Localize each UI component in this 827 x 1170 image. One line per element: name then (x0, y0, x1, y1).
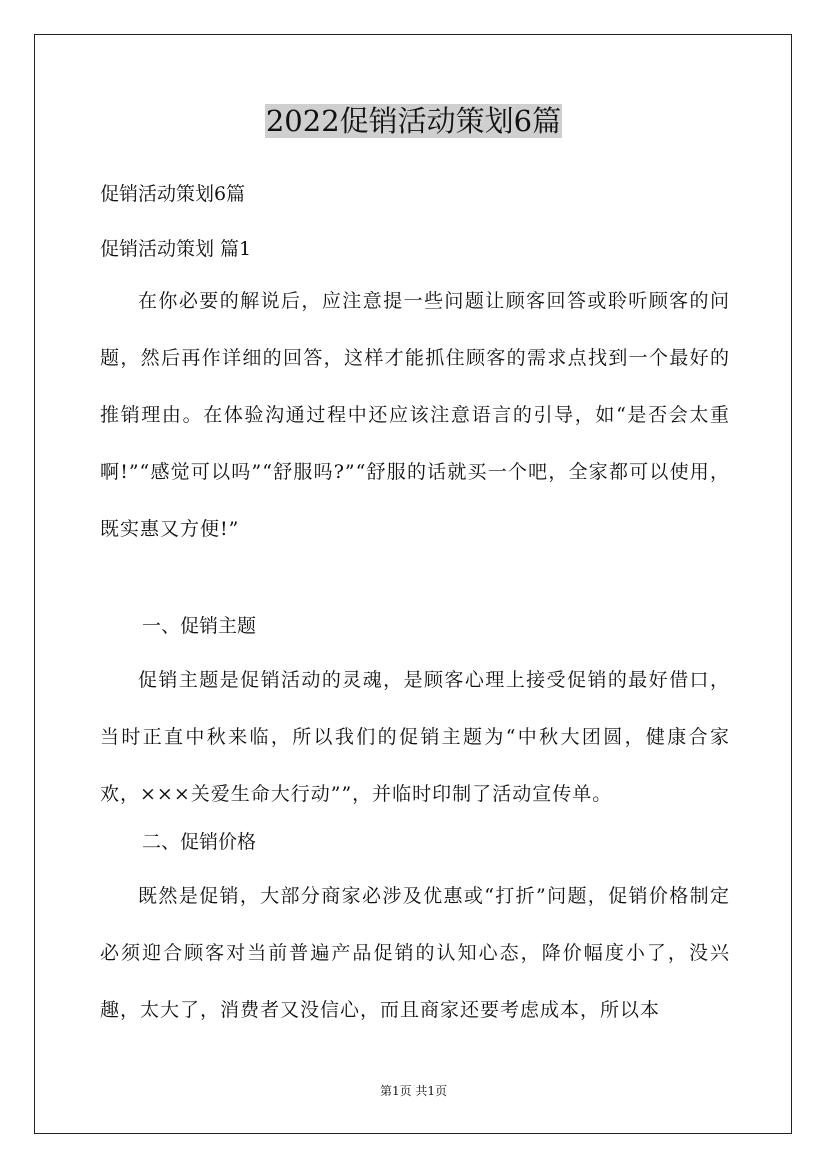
document-subtitle: 促销活动策划6篇 (100, 183, 246, 205)
heading-promotion-theme: 一、促销主题 (142, 615, 257, 637)
document-title (0, 101, 827, 141)
paragraph-3: 既然是促销，大部分商家必涉及优惠或“打折”问题，促销价格制定必须迎合顾客对当前普遍产品促销的认知心态，降价幅度小了，没兴趣，太大了，消费者又没信心，而且商家还要考虑成本，所以本 (100, 885, 730, 1021)
paragraph-1: 在你必要的解说后，应注意提一些问题让顾客回答或聆听顾客的问题，然后再作详细的回答，这样才能抓住顾客的需求点找到一个最好的推销理由。在体验沟通过程中还应该注意语言的引导，如“是否会太重啊!”“感觉可以吗”“舒服吗?”“舒服的话就买一个吧，全家都可以使用，既实惠又方便!” (100, 290, 730, 540)
section-label: 促销活动策划 篇1 (100, 238, 252, 260)
page-footer: 第1页 共1页 (379, 1084, 448, 1098)
heading-promotion-price: 二、促销价格 (142, 831, 257, 853)
paragraph-2: 促销主题是促销活动的灵魂，是顾客心理上接受促销的最好借口，当时正直中秋来临，所以我们的促销主题为“中秋大团圆，健康合家欢，×××关爱生命大行动””，并临时印制了活动宣传单。 (100, 669, 730, 805)
document-title-text: 2022促销活动策划6篇 (265, 104, 562, 138)
